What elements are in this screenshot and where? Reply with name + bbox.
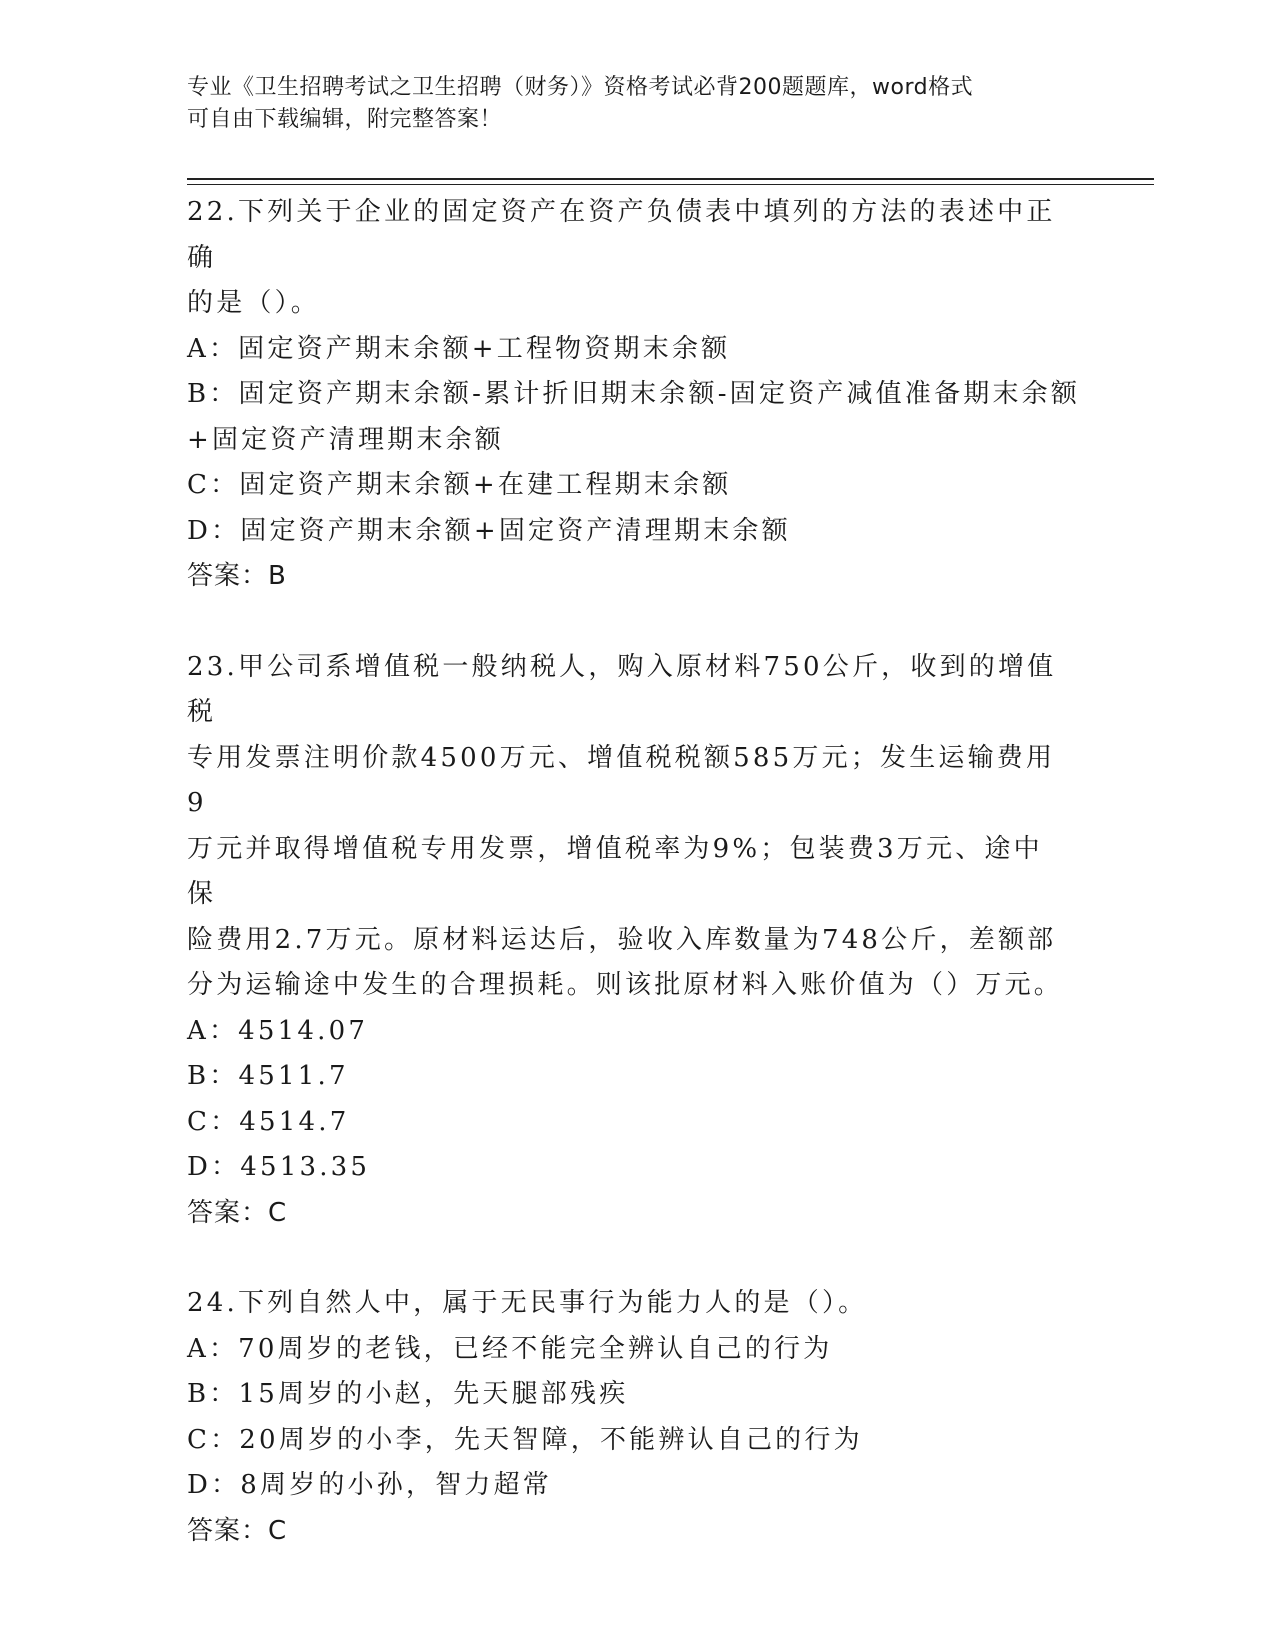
question-24 <box>187 1281 1087 1554</box>
header-line-2: 可自由下载编辑，附完整答案！ <box>187 107 503 132</box>
option-d <box>187 1463 1087 1509</box>
question-23 <box>187 645 1087 1237</box>
option-a <box>187 1327 1087 1373</box>
question-stem <box>187 190 1067 327</box>
question-stem-line: 万元并取得增值税专用发票，增值税率为9%；包装费3万元、途中保 <box>187 833 1043 909</box>
option-c <box>187 1418 1087 1464</box>
option-b <box>187 372 1087 463</box>
header-divider-thick <box>187 178 1154 180</box>
answer-label: 答案：C <box>187 1515 288 1546</box>
answer-label: 答案：C <box>187 1197 288 1228</box>
question-22 <box>187 190 1087 600</box>
answer-label: 答案：B <box>187 561 287 591</box>
option-line: B：固定资产期末余额-累计折旧期末余额-固定资产减值准备期末余额 <box>187 379 1081 409</box>
option-line: A：固定资产期末余额+工程物资期末余额 <box>187 333 731 364</box>
question-stem-line: 23.甲公司系增值税一般纳税人，购入原材料750公斤，收到的增值税 <box>187 651 1057 727</box>
question-stem-line: 专用发票注明价款4500万元、增值税税额585万元；发生运输费用9 <box>187 742 1056 818</box>
option-line: C：20周岁的小李，先天智障，不能辨认自己的行为 <box>187 1424 863 1455</box>
question-list <box>187 190 1087 1554</box>
option-line: A：70周岁的老钱，已经不能完全辨认自己的行为 <box>187 1333 833 1364</box>
question-stem-line: 险费用2.7万元。原材料运达后，验收入库数量为748公斤，差额部 <box>187 924 1057 955</box>
question-spacer <box>187 600 1087 645</box>
option-a <box>187 327 1087 373</box>
option-line: A：4514.07 <box>187 1015 369 1046</box>
question-stem-line: 的是（）。 <box>187 288 321 318</box>
question-stem <box>187 1281 1067 1327</box>
option-d <box>187 509 1087 555</box>
header-line-1: 专业《卫生招聘考试之卫生招聘（财务）》资格考试必背200题题库，word格式 <box>187 75 974 100</box>
option-b <box>187 1372 1087 1418</box>
question-stem-line: 分为运输途中发生的合理损耗。则该批原材料入账价值为（）万元。 <box>187 970 1064 1000</box>
question-stem-line: 24.下列自然人中，属于无民事行为能力人的是（）。 <box>187 1288 868 1318</box>
option-line: D：4513.35 <box>187 1152 371 1182</box>
option-line: C：固定资产期末余额+在建工程期末余额 <box>187 470 732 500</box>
question-spacer <box>187 1236 1087 1281</box>
option-b <box>187 1054 1087 1100</box>
question-stem <box>187 645 1067 1009</box>
option-line: B：15周岁的小赵，先天腿部残疾 <box>187 1379 629 1409</box>
option-line: D：8周岁的小孙，智力超常 <box>187 1470 552 1500</box>
option-a <box>187 1009 1087 1055</box>
option-line: C：4514.7 <box>187 1106 350 1137</box>
option-c <box>187 463 1087 509</box>
document-header <box>187 72 1067 136</box>
option-line: +固定资产清理期末余额 <box>187 424 504 455</box>
option-c <box>187 1100 1087 1146</box>
option-d <box>187 1145 1087 1191</box>
option-line: D：固定资产期末余额+固定资产清理期末余额 <box>187 515 791 546</box>
header-divider-thin <box>187 184 1154 185</box>
question-stem-line: 22.下列关于企业的固定资产在资产负债表中填列的方法的表述中正确 <box>187 197 1056 273</box>
option-line: B：4511.7 <box>187 1061 349 1091</box>
